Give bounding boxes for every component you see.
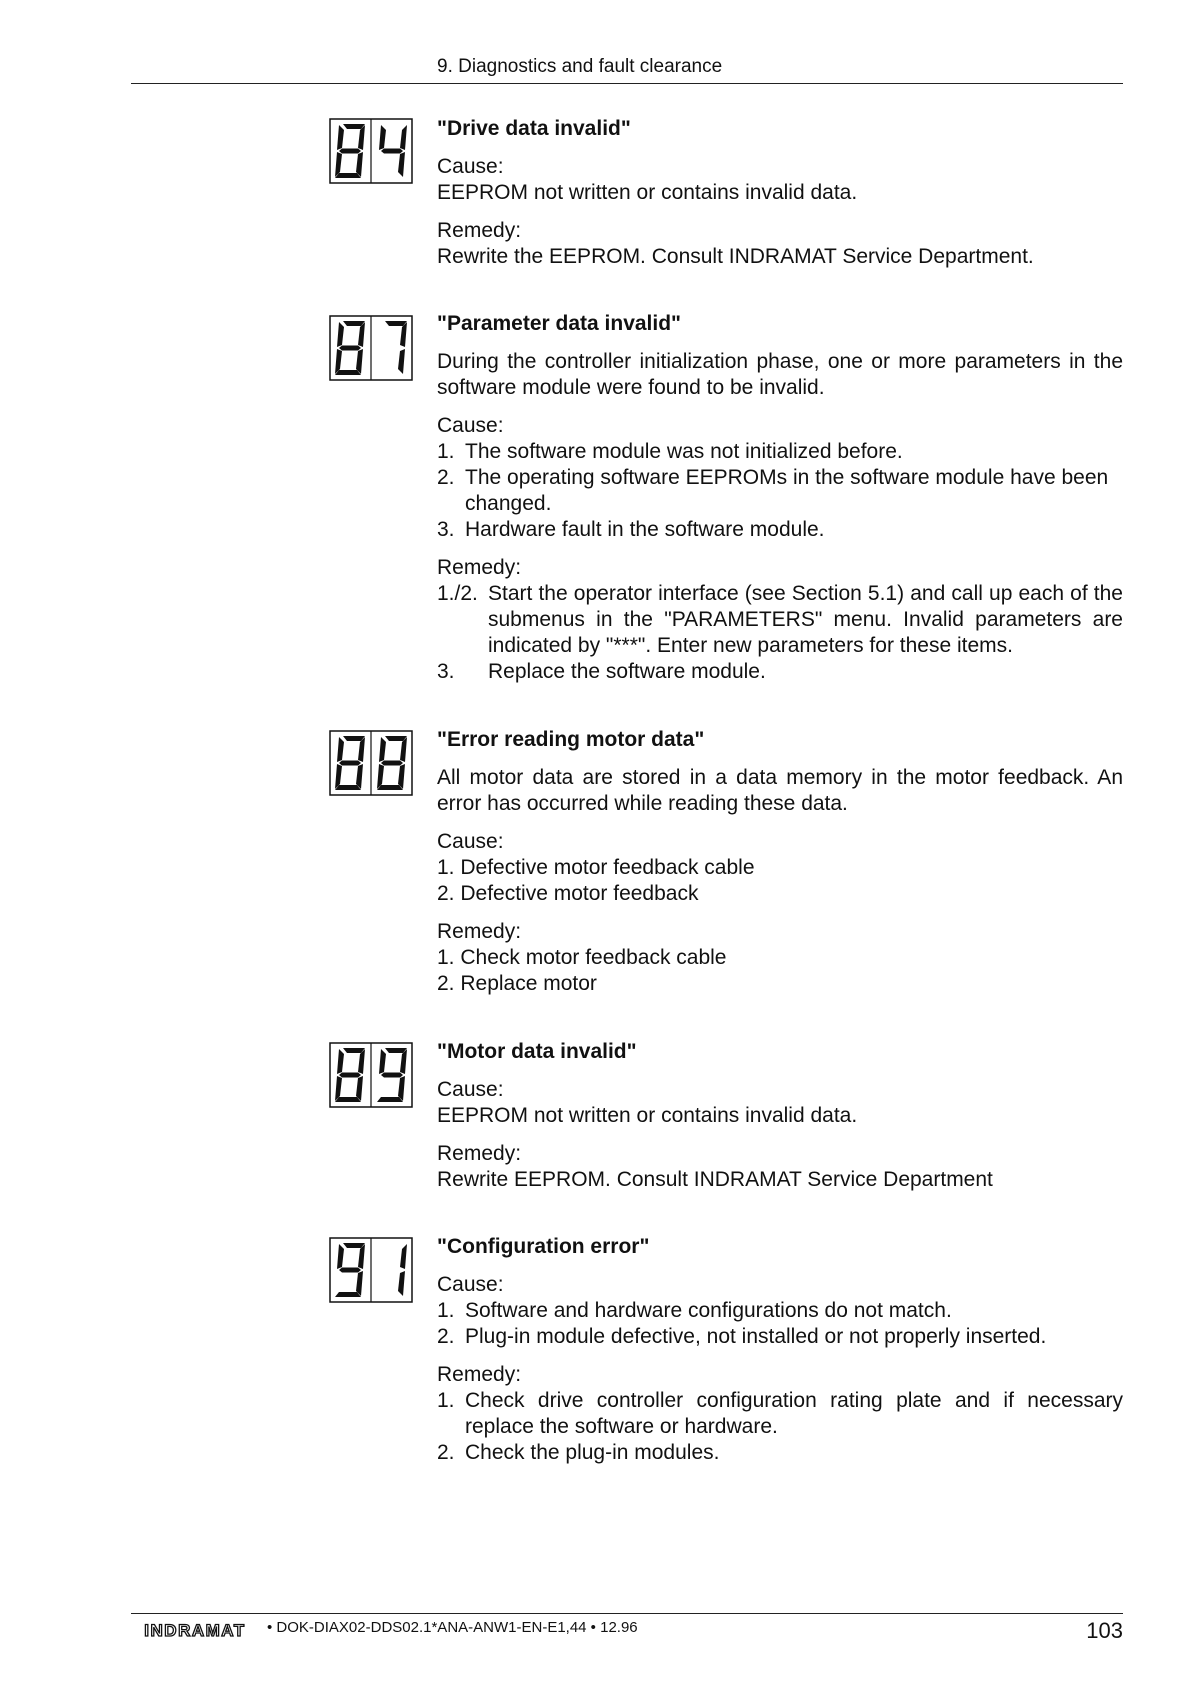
segment-d <box>335 1097 361 1102</box>
list-item <box>437 465 1123 517</box>
remedy-label: Remedy: <box>437 556 522 579</box>
segment-g <box>339 149 361 154</box>
list-text: Check drive controller configuration rating plate and if necessary replace the software or hardware. <box>465 1389 1123 1438</box>
segment-d <box>335 785 361 790</box>
list-item: 2. Defective motor feedback <box>437 882 699 905</box>
segment-g <box>381 761 403 766</box>
list-number: 3. <box>437 660 455 683</box>
list-number: 1. <box>437 1299 455 1322</box>
seven-segment-display-84 <box>329 118 413 184</box>
logo-text: INDRAMAT <box>144 1622 246 1638</box>
cause-text: EEPROM not written or contains invalid data. <box>437 1104 858 1127</box>
segment-d <box>335 370 361 375</box>
fault-section-89 <box>437 1039 1123 1193</box>
list-item <box>437 1324 1123 1350</box>
remedy-label: Remedy: <box>437 1363 522 1386</box>
cause-label: Cause: <box>437 414 504 437</box>
segment-d <box>377 1097 403 1102</box>
list-number: 2. <box>437 466 455 489</box>
fault-section-91 <box>437 1234 1123 1466</box>
intro-text: All motor data are stored in a data memory in the motor feedback. An error has occurred while reading these data. <box>437 766 1123 815</box>
fault-section-88 <box>437 727 1123 997</box>
list-item <box>437 581 1123 659</box>
list-item: 2. Replace motor <box>437 972 597 995</box>
cause-label: Cause: <box>437 1273 504 1296</box>
cause-label: Cause: <box>437 830 504 853</box>
list-item <box>437 517 1123 543</box>
list-item <box>437 659 1123 685</box>
fault-section-87 <box>437 311 1123 685</box>
seven-segment-display-91 <box>329 1237 413 1303</box>
list-text: Start the operator interface (see Section 5.1) and call up each of the submenus in the "PARAMETERS" menu. Invalid parameters are indicated by "***". Enter new parameters for these items. <box>488 582 1123 657</box>
list-item <box>437 1440 1123 1466</box>
list-item <box>437 439 1123 465</box>
segment-d <box>377 785 403 790</box>
remedy-text: Rewrite EEPROM. Consult INDRAMAT Service Department <box>437 1168 993 1191</box>
seven-segment-display-88 <box>329 730 413 796</box>
page-number: 103 <box>1086 1618 1123 1643</box>
list-text: The software module was not initialized before. <box>465 440 903 463</box>
list-number: 1. <box>437 1389 455 1412</box>
list-text: Check the plug-in modules. <box>465 1441 720 1464</box>
fault-title: "Configuration error" <box>437 1235 650 1258</box>
seven-segment-display-89 <box>329 1042 413 1108</box>
list-number: 2. <box>437 1325 455 1348</box>
list-text: Replace the software module. <box>488 660 766 683</box>
list-item <box>437 1388 1123 1440</box>
remedy-label: Remedy: <box>437 219 522 242</box>
segment-g <box>339 1073 361 1078</box>
segment-g <box>381 149 403 154</box>
segment-g <box>339 1268 361 1273</box>
fault-title: "Drive data invalid" <box>437 117 631 140</box>
fault-title: "Motor data invalid" <box>437 1040 637 1063</box>
cause-label: Cause: <box>437 1078 504 1101</box>
segment-d <box>335 173 361 178</box>
segment-g <box>339 761 361 766</box>
segment-g <box>381 1073 403 1078</box>
list-text: Software and hardware configurations do not match. <box>465 1299 952 1322</box>
list-text: Hardware fault in the software module. <box>465 518 825 541</box>
list-item <box>437 1298 1123 1324</box>
list-number: 3. <box>437 518 455 541</box>
segment-d <box>335 1292 361 1297</box>
list-item: 1. Check motor feedback cable <box>437 946 727 969</box>
remedy-label: Remedy: <box>437 920 522 943</box>
cause-label: Cause: <box>437 155 504 178</box>
list-number: 2. <box>437 1441 455 1464</box>
segment-g <box>339 346 361 351</box>
header-rule <box>131 83 1123 84</box>
list-item: 1. Defective motor feedback cable <box>437 856 755 879</box>
remedy-text: Rewrite the EEPROM. Consult INDRAMAT Service Department. <box>437 245 1034 268</box>
document-id: • DOK-DIAX02-DDS02.1*ANA-ANW1-EN-E1,44 • 12.96 <box>267 1619 638 1636</box>
indramat-logo <box>130 1622 260 1643</box>
remedy-label: Remedy: <box>437 1142 522 1165</box>
intro-text: During the controller initialization phase, one or more parameters in the software module were found to be invalid. <box>437 350 1123 399</box>
cause-text: EEPROM not written or contains invalid data. <box>437 181 858 204</box>
list-text: The operating software EEPROMs in the software module have been changed. <box>465 466 1109 515</box>
list-number: 1./2. <box>437 582 478 605</box>
fault-section-84 <box>437 116 1123 270</box>
fault-title: "Parameter data invalid" <box>437 312 682 335</box>
footer-rule <box>131 1613 1123 1614</box>
seven-segment-display-87 <box>329 315 413 381</box>
list-text: Plug-in module defective, not installed or not properly inserted. <box>465 1325 1047 1348</box>
fault-title: "Error reading motor data" <box>437 728 705 751</box>
list-number: 1. <box>437 440 455 463</box>
running-header: 9. Diagnostics and fault clearance <box>437 56 723 77</box>
